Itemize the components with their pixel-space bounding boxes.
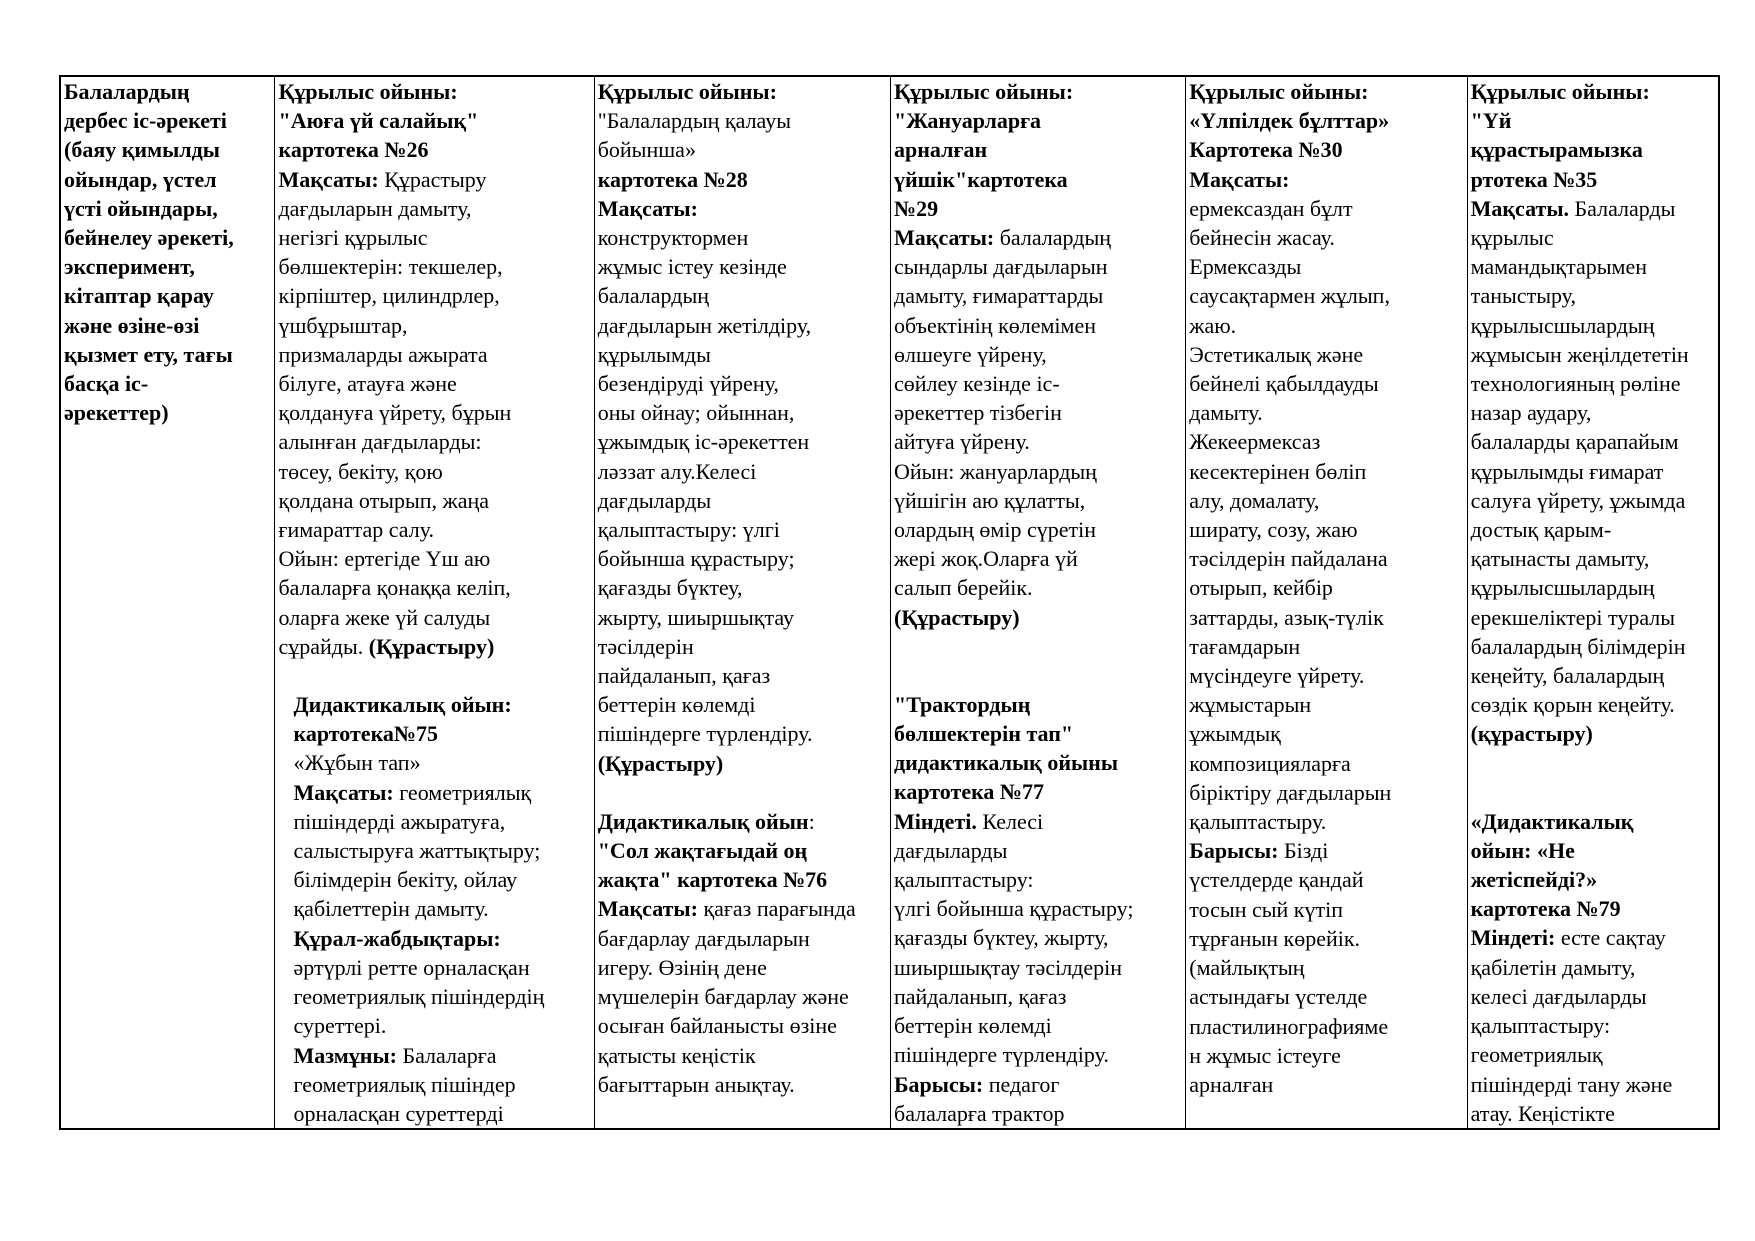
- cell-line: дағдыларды: [894, 837, 1008, 863]
- cell-line: сындарлы дағдыларын: [894, 254, 1108, 280]
- cell-line: жері жоқ.Оларға үй: [894, 546, 1078, 572]
- goal-line: Мақсаты: геометриялық: [293, 779, 532, 805]
- cell-line: қабілеттерін дамыту.: [293, 896, 489, 922]
- cell-line: астындағы үстелде: [1189, 984, 1368, 1010]
- didactic-title: бөлшектерін тап": [894, 721, 1074, 747]
- cell-line: олардың өмір сүретін: [894, 517, 1096, 543]
- cell-line: мүсіндеуге үйрету.: [1189, 663, 1365, 689]
- cell-line: құрылыс: [1470, 225, 1554, 251]
- cell-line: жұмысын жеңілдететін: [1470, 341, 1689, 367]
- table-cell-monday: [274, 77, 593, 1128]
- cell-line: безендіруді үйрену,: [597, 371, 779, 397]
- cell-line: бағдарлау дағдыларын: [597, 925, 810, 951]
- cell-line: бейнелі қабылдауды: [1189, 371, 1379, 397]
- cell-line: Ойын: жануарлардың: [894, 458, 1097, 484]
- cell-line: әрекеттер тізбегін: [894, 400, 1062, 426]
- goal-label: Мақсаты:: [278, 166, 379, 192]
- goal-line: Мақсаты. Балаларды: [1470, 195, 1676, 221]
- cell-line: құрылымды ғимарат: [1470, 458, 1664, 484]
- cell-line: қатысты кеңістік: [597, 1042, 756, 1068]
- game-title: "Үй: [1470, 108, 1512, 134]
- game-title: арналған: [894, 137, 988, 163]
- cell-line: қалыптастыру:: [1470, 1013, 1611, 1039]
- card-number: Картотека №30: [1189, 137, 1343, 163]
- cell-line: қағазды бүктеу, жырту,: [894, 925, 1109, 951]
- goal-line: Мақсаты: балалардың: [894, 225, 1112, 251]
- cell-line: мамандықтарымен: [1470, 254, 1648, 280]
- cell-line: саусақтармен жұлып,: [1189, 283, 1390, 309]
- cell-line: орналасқан суреттерді: [293, 1100, 504, 1126]
- cell-line: тұрғанын көрейік.: [1189, 925, 1361, 951]
- cell-line: геометриялық пішіндер: [293, 1071, 516, 1097]
- game-title: бойынша»: [597, 137, 696, 163]
- cell-line: келесі дағдыларды: [1470, 983, 1647, 1009]
- didactic-title: дидактикалық ойыны: [894, 750, 1119, 776]
- cell-line: қалыптастыру: үлгі: [597, 517, 780, 543]
- game-title: Құрылыс ойыны:: [597, 79, 777, 104]
- didactic-title: "Трактордың: [894, 691, 1031, 717]
- cell-line: осыған байланысты өзіне: [597, 1013, 837, 1039]
- cell-line: қағазды бүктеу,: [597, 575, 743, 601]
- process-line: Барысы: педагог: [894, 1071, 1060, 1097]
- cell-line: отырып, кейбір: [1189, 575, 1333, 601]
- cell-line: Ойын: ертегіде Үш аю: [278, 546, 491, 572]
- cell-line: салыстыруға жаттықтыру;: [293, 838, 541, 864]
- table-cell-activity-type: [61, 77, 274, 1128]
- cell-line: (Құрастыру): [894, 604, 1020, 630]
- cell-line: қызмет ету, тағы: [64, 341, 233, 367]
- cell-line: сөздік қорын кеңейту.: [1470, 692, 1675, 718]
- card-number: картотека №28: [597, 166, 748, 192]
- cell-line: пішіндерді ажыратуға,: [293, 808, 506, 834]
- cell-line: ойындар, үстел: [64, 166, 217, 192]
- cell-line: Балалардың: [64, 79, 190, 104]
- cell-line: қолдана отырып, жаңа: [278, 487, 490, 513]
- cell-line: құрылымды: [597, 341, 711, 367]
- cell-line: суреттері.: [293, 1013, 387, 1039]
- cell-line: Эстетикалық және: [1189, 341, 1364, 367]
- cell-line: назар аудару,: [1470, 400, 1592, 426]
- cell-line: геометриялық: [1470, 1042, 1603, 1068]
- card-number: үйшік"картотека: [894, 166, 1068, 192]
- goal-label: Мақсаты:: [1189, 166, 1290, 192]
- cell-line: және өзіне-өзі: [64, 312, 200, 338]
- cell-line: Жекеермексаз: [1189, 429, 1321, 455]
- cell-line: тағамдарын: [1189, 633, 1301, 659]
- cell-line: салуға үйрету, ұжымда: [1470, 487, 1686, 513]
- cell-line: дағдыларды: [597, 487, 712, 513]
- cell-line: (баяу қимылды: [64, 137, 220, 163]
- cell-line: балаларға қонаққа келіп,: [278, 575, 511, 601]
- card-number: картотека №77: [894, 779, 1045, 805]
- cell-line: (Құрастыру): [597, 750, 724, 776]
- content-line: Мазмұны: Балаларға: [293, 1042, 497, 1068]
- table-cell-wednesday: [890, 77, 1185, 1128]
- plan-table: [59, 75, 1720, 1130]
- cell-line: призмаларды ажырата: [278, 341, 488, 367]
- card-number: ртотека №35: [1470, 166, 1598, 192]
- cell-line: төсеу, бекіту, қою: [278, 458, 443, 484]
- cell-line: кітаптар қарау: [64, 283, 214, 309]
- game-title: "Аюға үй салайық": [278, 108, 479, 134]
- cell-line: ұжымдық іс-әрекеттен: [597, 429, 810, 455]
- cell-line: ерекшеліктері туралы: [1470, 604, 1676, 630]
- cell-line: дербес іс-әрекеті: [64, 108, 227, 134]
- cell-line: дағдыларын жетілдіру,: [597, 312, 812, 338]
- cell-line: балаларды қарапайым: [1470, 429, 1679, 455]
- didactic-title: «Дидактикалық: [1470, 808, 1634, 834]
- cell-line: сұрайды. (Құрастыру): [278, 633, 495, 659]
- table-cell-tuesday: [594, 77, 890, 1128]
- cell-line: пайдаланып, қағаз: [894, 983, 1067, 1009]
- cell-line: (құрастыру): [1470, 721, 1593, 747]
- didactic-title: Дидактикалық ойын:: [597, 808, 815, 834]
- cell-line: үстелдерде қандай: [1189, 867, 1364, 893]
- didactic-title: "Сол жақтағыдай оң: [597, 838, 808, 864]
- tools-label: Құрал-жабдықтары:: [293, 925, 501, 951]
- cell-line: технологияның рөліне: [1470, 371, 1681, 397]
- process-line: Барысы: Бізді: [1189, 838, 1329, 864]
- card-number: жақта" картотека №76: [597, 867, 828, 893]
- cell-line: дамыту, ғимараттарды: [894, 283, 1104, 309]
- cell-line: композицияларға: [1189, 750, 1351, 776]
- cell-line: үсті ойындары,: [64, 195, 218, 221]
- cell-line: әрекеттер): [64, 400, 169, 426]
- goal-line: Мақсаты: қағаз парағында: [597, 896, 856, 922]
- cell-line: айтуға үйрену.: [894, 429, 1030, 455]
- game-title: "Балалардың қалауы: [597, 108, 791, 134]
- cell-line: бойынша құрастыру;: [597, 546, 795, 572]
- didactic-title: ойын: «Не: [1470, 837, 1575, 863]
- goal-line: Мақсаты: Құрастыру: [278, 166, 487, 192]
- didactic-title: Дидактикалық ойын:: [293, 692, 512, 718]
- cell-line: сөйлеу кезінде іс-: [894, 371, 1060, 397]
- cell-line: балалардың: [597, 283, 710, 309]
- cell-line: шиыршықтау тәсілдерін: [894, 954, 1123, 980]
- task-line: Міндеті: есте сақтау: [1470, 925, 1666, 951]
- cell-line: Ермексазды: [1189, 254, 1302, 280]
- cell-line: жырту, шиыршықтау: [597, 604, 794, 630]
- cell-line: пішіндерді тану және: [1470, 1071, 1673, 1097]
- game-title: Құрылыс ойыны:: [1189, 79, 1369, 104]
- cell-line: ләззат алу.Келесі: [597, 458, 757, 484]
- game-title: құрастырамызка: [1470, 137, 1643, 163]
- cell-line: негізгі құрылыс: [278, 225, 428, 251]
- task-line: Міндеті. Келесі: [894, 808, 1044, 834]
- cell-line: жұмыстарын: [1189, 692, 1312, 718]
- cell-line: алу, домалату,: [1189, 487, 1320, 513]
- cell-line: кеңейту, балалардың: [1470, 663, 1665, 689]
- cell-line: өлшеуге үйрену,: [894, 341, 1047, 367]
- cell-line: арналған: [1189, 1071, 1274, 1097]
- card-number: картотека№75: [293, 721, 439, 747]
- cell-line: жаю.: [1189, 312, 1237, 338]
- cell-line: тәсілдерін: [597, 633, 694, 659]
- game-title: Құрылыс ойыны:: [894, 79, 1074, 104]
- table-cell-thursday: [1185, 77, 1466, 1128]
- cell-line: эксперимент,: [64, 254, 195, 280]
- cell-line: қабілетін дамыту,: [1470, 954, 1636, 980]
- cell-line: мүшелерін бағдарлау және: [597, 984, 849, 1010]
- cell-line: білуге, атауға және: [278, 371, 457, 397]
- cell-line: құрылысшылардың: [1470, 575, 1655, 601]
- cell-line: оларға жеке үй салуды: [278, 604, 491, 630]
- cell-line: конструктормен: [597, 225, 749, 251]
- cell-line: кесектерінен бөліп: [1189, 458, 1367, 484]
- cell-line: алынған дағдыларды:: [278, 429, 482, 455]
- game-title: "Жануарларға: [894, 108, 1042, 134]
- cell-line: достық қарым-: [1470, 517, 1612, 543]
- cell-line: объектінің көлемімен: [894, 312, 1096, 338]
- cell-line: басқа іс-: [64, 371, 149, 397]
- cell-line: геометриялық пішіндердің: [293, 984, 545, 1010]
- cell-line: құрылысшылардың: [1470, 312, 1655, 338]
- cell-line: жұмыс істеу кезінде: [597, 254, 787, 280]
- cell-line: тосын сый күтіп: [1189, 896, 1343, 922]
- table-cell-friday: [1467, 77, 1718, 1128]
- cell-line: үшбұрыштар,: [278, 312, 408, 338]
- cell-line: балалардың білімдерін: [1470, 633, 1686, 659]
- cell-line: (майлықтың: [1189, 955, 1305, 981]
- cell-line: бейнелеу әрекеті,: [64, 225, 234, 251]
- card-number: №29: [894, 195, 939, 221]
- cell-line: игеру. Өзінің дене: [597, 954, 767, 980]
- cell-line: ғимараттар салу.: [278, 517, 435, 543]
- game-title: «Үлпілдек бұлттар»: [1189, 108, 1390, 134]
- cell-line: балаларға трактор: [894, 1100, 1065, 1126]
- cell-line: дамыту.: [1189, 400, 1263, 426]
- cell-line: әртүрлі ретте орналасқан: [293, 954, 530, 980]
- card-number: картотека №26: [278, 137, 429, 163]
- cell-line: ермексаздан бұлт: [1189, 195, 1353, 221]
- cell-line: заттарды, азық-түлік: [1189, 604, 1384, 630]
- cell-line: қалыптастыру:: [894, 867, 1034, 893]
- cell-line: қатынасты дамыту,: [1470, 546, 1650, 572]
- cell-line: атау. Кеңістікте: [1470, 1100, 1615, 1126]
- cell-line: қалыптастыру.: [1189, 809, 1327, 835]
- cell-line: таныстыру,: [1470, 283, 1576, 309]
- cell-line: салып берейік.: [894, 575, 1033, 601]
- cell-line: н жұмыс істеуге: [1189, 1042, 1341, 1068]
- cell-line: білімдерін бекіту, ойлау: [293, 867, 518, 893]
- game-title: Құрылыс ойыны:: [278, 79, 458, 104]
- card-number: картотека №79: [1470, 896, 1621, 922]
- cell-line: пішіндерге түрлендіру.: [597, 721, 813, 747]
- cell-line: қолдануға үйрету, бұрын: [278, 400, 512, 426]
- game-title: Құрылыс ойыны:: [1470, 79, 1650, 104]
- cell-line: ширату, созу, жаю: [1189, 517, 1358, 543]
- game-name: «Жұбын тап»: [293, 750, 421, 776]
- cell-line: бейнесін жасау.: [1189, 225, 1335, 251]
- cell-line: беттерін көлемді: [597, 692, 756, 718]
- cell-line: оны ойнау; ойыннан,: [597, 400, 795, 426]
- cell-line: пішіндерге түрлендіру.: [894, 1042, 1109, 1068]
- didactic-title: жетіспейді?»: [1470, 867, 1598, 893]
- cell-line: бағыттарын анықтау.: [597, 1071, 795, 1097]
- goal-label: Мақсаты:: [597, 195, 698, 221]
- cell-line: беттерін көлемді: [894, 1013, 1052, 1039]
- cell-line: тәсілдерін пайдалана: [1189, 546, 1388, 572]
- cell-line: үйшігін аю құлатты,: [894, 487, 1086, 513]
- cell-line: біріктіру дағдыларын: [1189, 779, 1392, 805]
- cell-line: пайдаланып, қағаз: [597, 663, 771, 689]
- cell-line: ұжымдық: [1189, 721, 1281, 747]
- cell-line: пластилинографияме: [1189, 1013, 1389, 1039]
- cell-line: бөлшектерін: текшелер,: [278, 254, 503, 280]
- cell-line: дағдыларын дамыту,: [278, 195, 472, 221]
- cell-line: үлгі бойынша құрастыру;: [894, 896, 1134, 922]
- cell-line: кірпіштер, цилиндрлер,: [278, 283, 500, 309]
